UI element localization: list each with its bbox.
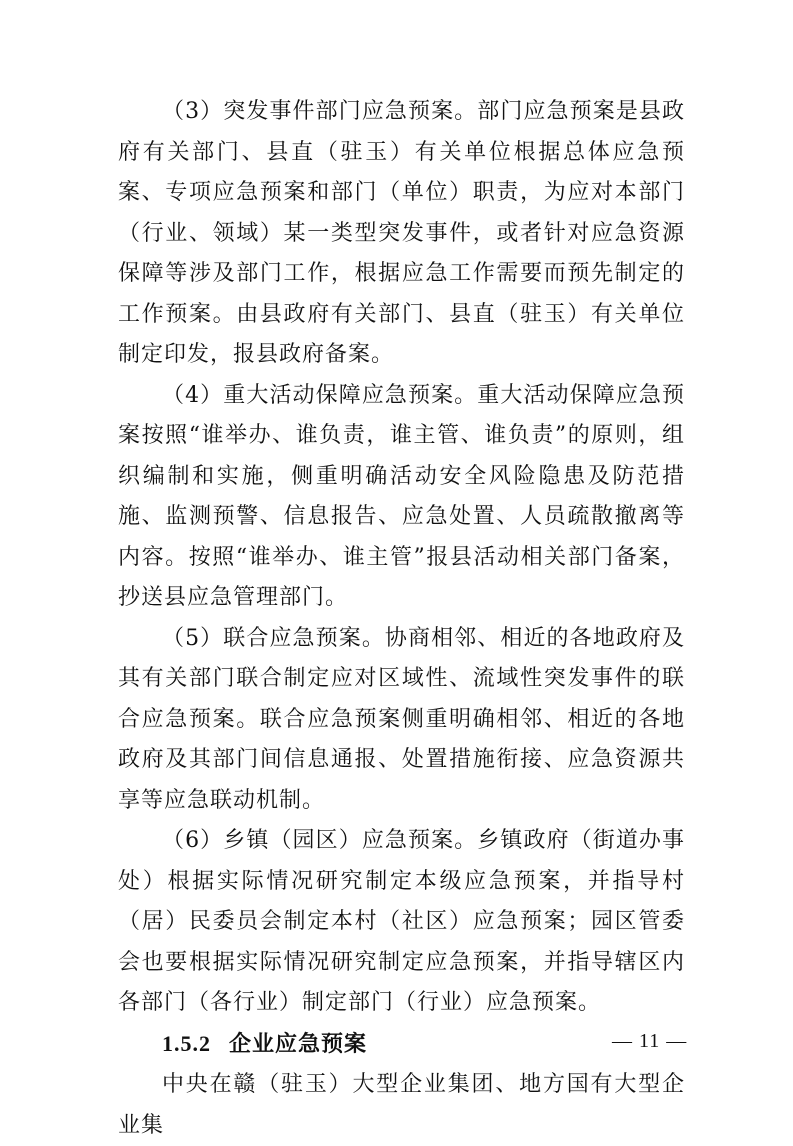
section-number: 1.5.2 (162, 1030, 211, 1056)
paragraph-township-plan: （6）乡镇（园区）应急预案。乡镇政府（街道办事处）根据实际情况研究制定本级应急预案，并指导村（居）民委员会制定本村（社区）应急预案；园区管委会也要根据实际情况研究制定应急预案，并指导辖区内各部门（各行业）制定部门（行业）应急预案。 (118, 828, 685, 1015)
page-number: — 11 — (612, 1030, 688, 1052)
paragraph-joint-plan: （5）联合应急预案。协商相邻、相近的各地政府及其有关部门联合制定应对区域性、流域性突发事件的联合应急预案。联合应急预案侧重明确相邻、相近的各地政府及其部门间信息通报、处置措施衔接、应急资源共享等应急联动机制。 (118, 625, 685, 813)
paragraph-enterprise-plan: 中央在赣（驻玉）大型企业集团、地方国有大型企业集 (118, 1072, 685, 1138)
paragraph-major-event-plan: （4）重大活动保障应急预案。重大活动保障应急预案按照“谁举办、谁负责，谁主管、谁负责”的原则，组织编制和实施，侧重明确活动安全风险隐患及防范措施、监测预警、信息报告、应急处置、人员疏散撤离等内容。按照“谁举办、谁主管”报县活动相关部门备案，抄送县应急管理部门。 (118, 382, 685, 610)
section-title: 企业应急预案 (229, 1031, 368, 1057)
section-heading (118, 1024, 688, 1066)
document-body (118, 92, 688, 1146)
paragraph-department-plan: （3）突发事件部门应急预案。部门应急预案是县政府有关部门、县直（驻玉）有关单位根据总体应急预案、专项应急预案和部门（单位）职责，为应对本部门（行业、领域）某一类型突发事件，或者针对应急资源保障等涉及部门工作，根据应急工作需要而预先制定的工作预案。由县政府有关部门、县直（驻玉）有关单位制定印发，报县政府备案。 (118, 99, 685, 367)
